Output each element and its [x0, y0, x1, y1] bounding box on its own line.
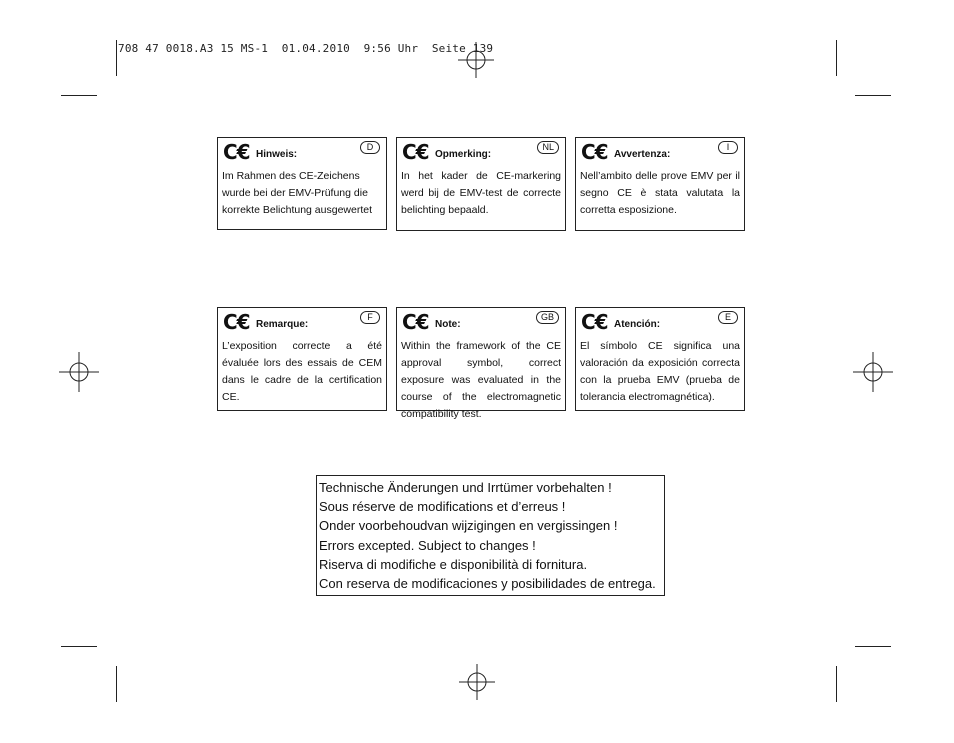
- box-text: L’exposition correcte a été évaluée lors des essais de CEM dans le cadre de la certification CE.: [222, 340, 382, 403]
- crop-mark: [116, 40, 117, 76]
- box-text: In het kader de CE-markering werd bij de EMV-test de correcte belichting bepaald.: [401, 170, 561, 216]
- box-title: Remarque:: [256, 319, 309, 330]
- ce-mark-icon: C€: [223, 310, 250, 334]
- box-title: Note:: [435, 319, 461, 330]
- notice-box-nl: [396, 137, 566, 231]
- notice-line-it: Riserva di modifiche e disponibilità di fornitura.: [319, 556, 588, 572]
- registration-mark-icon: [59, 352, 99, 392]
- box-text: El símbolo CE significa una valoración da exposición correcta con la prueba EMV (prueba de tolerancia electromagnética).: [580, 340, 740, 403]
- box-title: Opmerking:: [435, 149, 492, 160]
- notice-box-de: [217, 137, 387, 230]
- box-text: Im Rahmen des CE-Zeichens wurde bei der EMV-Prüfung die korrekte Belichtung ausgewertet: [222, 170, 372, 216]
- crop-mark: [855, 646, 891, 647]
- notice-line-fr: Sous réserve de modifications et d’erreus !: [319, 499, 566, 515]
- registration-mark-icon: [458, 42, 494, 78]
- notice-box-gb: [396, 307, 566, 420]
- box-title: Avvertenza:: [614, 149, 671, 160]
- crop-mark: [836, 40, 837, 76]
- notice-line-es: Con reserva de modificaciones y posibilidades de entrega.: [319, 576, 656, 592]
- print-header: 708 47 0018.A3 15 MS-1 01.04.2010 9:56 Uhr Seite 139: [118, 42, 494, 55]
- notice-line-en: Errors excepted. Subject to changes !: [319, 537, 536, 553]
- box-text: Nell’ambito delle prove EMV per il segno CE è stata valutata la corretta esposizione.: [580, 170, 740, 216]
- crop-mark: [855, 95, 891, 96]
- crop-mark: [836, 666, 837, 702]
- ce-mark-icon: C€: [581, 140, 608, 164]
- crop-mark: [61, 646, 97, 647]
- box-title: Hinweis:: [256, 149, 298, 160]
- language-badge: E: [718, 311, 738, 324]
- ce-mark-icon: C€: [223, 140, 250, 164]
- changes-notice-box: [316, 475, 665, 596]
- language-badge: F: [360, 311, 380, 324]
- crop-mark: [61, 95, 97, 96]
- notice-box-es: [575, 307, 745, 411]
- notice-line-de: Technische Änderungen und Irrtümer vorbehalten !: [319, 480, 612, 495]
- box-text: Within the framework of the CE approval symbol, correct exposure was evaluated in the course of the electromagnetic compatibility test.: [401, 340, 561, 420]
- notice-line-nl: Onder voorbehoudvan wijzigingen en vergissingen !: [319, 518, 618, 534]
- notice-box-fr: [217, 307, 387, 411]
- box-title: Atención:: [614, 319, 661, 330]
- registration-mark-icon: [459, 664, 495, 700]
- language-badge: I: [718, 141, 738, 154]
- registration-mark-icon: [853, 352, 893, 392]
- notice-box-it: [575, 137, 745, 231]
- language-badge: NL: [537, 141, 559, 154]
- ce-mark-icon: C€: [581, 310, 608, 334]
- ce-mark-icon: C€: [402, 140, 429, 164]
- crop-mark: [116, 666, 117, 702]
- ce-mark-icon: C€: [402, 310, 429, 334]
- language-badge: D: [360, 141, 380, 154]
- language-badge: GB: [536, 311, 559, 324]
